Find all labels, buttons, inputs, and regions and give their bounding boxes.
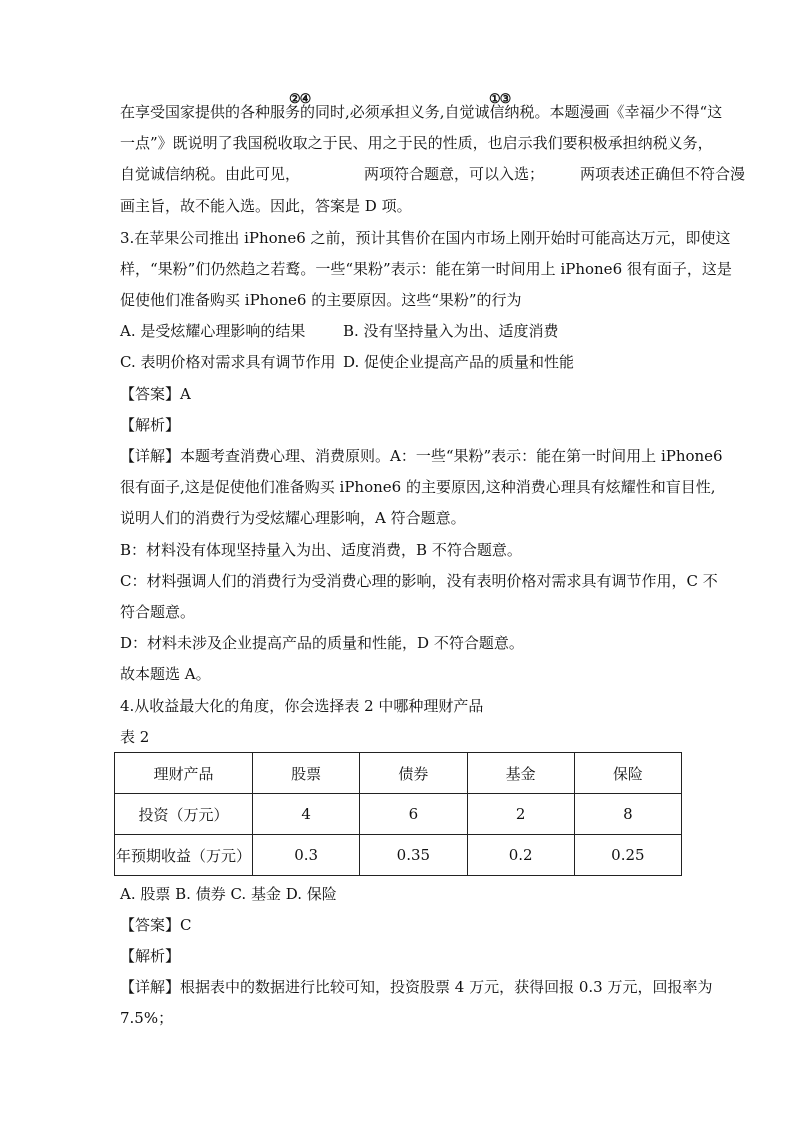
table-cell: 投资（万元） <box>115 794 253 835</box>
q3-stem-line-1: 3.在苹果公司推出 iPhone6 之前，预计其售价在国内市场上刚开始时可能高达万元，即使这 <box>120 229 731 247</box>
q3-detail-line-5: C：材料强调人们的消费行为受消费心理的影响，没有表明价格对需求具有调节作用，C 不 <box>120 572 718 590</box>
q3-detail-line-6: 符合题意。 <box>120 603 196 621</box>
table-cell: 0.3 <box>253 835 360 876</box>
table-cell: 4 <box>253 794 360 835</box>
q3-detail-line-8: 故本题选 A。 <box>120 665 211 683</box>
q3-stem-line-3: 促使他们准备购买 iPhone6 的主要原因。这些“果粉”的行为 <box>120 291 522 309</box>
q3-option-d: D. 促使企业提高产品的质量和性能 <box>343 353 575 371</box>
prev-answer-line-3 <box>120 164 745 184</box>
financial-products-table <box>114 752 682 876</box>
table-header-cell: 股票 <box>253 753 360 794</box>
q3-detail-line-1: 【详解】本题考查消费心理、消费原则。A：一些“果粉”表示：能在第一时间用上 iPhone6 <box>120 447 723 465</box>
table-cell: 6 <box>360 794 467 835</box>
table-cell: 2 <box>467 794 574 835</box>
table-header-cell: 债券 <box>360 753 467 794</box>
q3-analysis-heading: 【解析】 <box>120 416 181 434</box>
q4-detail-line-1: 【详解】根据表中的数据进行比较可知，投资股票 4 万元，获得回报 0.3 万元，回报率为 <box>120 978 713 996</box>
prev-answer-line-1: 在享受国家提供的各种服务的同时,必须承担义务,自觉诚信纳税。本题漫画《幸福少不得“这 <box>120 103 723 121</box>
table-cell: 0.25 <box>574 835 681 876</box>
q3-detail-line-7: D：材料未涉及企业提高产品的质量和性能，D 不符合题意。 <box>120 634 524 652</box>
table-cell: 0.2 <box>467 835 574 876</box>
q3-detail-line-3: 说明人们的消费行为受炫耀心理影响，A 符合题意。 <box>120 509 466 527</box>
q4-detail-line-2: 7.5%； <box>120 1009 174 1027</box>
table-header-cell: 保险 <box>574 753 681 794</box>
overlay-circled-numbers-b: ①③ <box>489 92 511 107</box>
q3-answer: 【答案】A <box>120 385 191 403</box>
table-row <box>115 835 682 876</box>
prev-answer-line-4: 画主旨，故不能入选。因此，答案是 D 项。 <box>120 197 412 215</box>
table-cell: 8 <box>574 794 681 835</box>
table-header-cell: 理财产品 <box>115 753 253 794</box>
q3-detail-line-2: 很有面子,这是促使他们准备购买 iPhone6 的主要原因,这种消费心理具有炫耀性和盲目性, <box>120 478 716 496</box>
q3-option-c: C. 表明价格对需求具有调节作用 <box>120 353 336 371</box>
overlay-circled-numbers-a: ②④ <box>289 92 311 107</box>
q3-stem-line-2: 样，“果粉”们仍然趋之若鹜。一些“果粉”表示：能在第一时间用上 iPhone6 很有面子，这是 <box>120 260 732 278</box>
prev-answer-line-3a: 自觉诚信纳税。由此可见， <box>120 165 301 183</box>
prev-answer-line-3c: 两项表述正确但不符合漫 <box>580 165 746 183</box>
table-row <box>115 794 682 835</box>
table-cell: 0.35 <box>360 835 467 876</box>
q4-stem: 4.从收益最大化的角度，你会选择表 2 中哪种理财产品 <box>120 697 484 715</box>
table-header-cell: 基金 <box>467 753 574 794</box>
q4-answer: 【答案】C <box>120 916 192 934</box>
table-header-row <box>115 753 682 794</box>
q4-analysis-heading: 【解析】 <box>120 947 181 965</box>
q4-options: A. 股票 B. 债券 C. 基金 D. 保险 <box>120 885 337 903</box>
q4-table-caption: 表 2 <box>120 728 150 746</box>
prev-answer-line-2: 一点”》既说明了我国税收取之于民、用之于民的性质，也启示我们要积极承担纳税义务， <box>120 134 713 152</box>
q3-detail-line-4: B：材料没有体现坚持量入为出、适度消费，B 不符合题意。 <box>120 541 522 559</box>
q3-option-a: A. 是受炫耀心理影响的结果 <box>120 322 306 340</box>
table-cell: 年预期收益（万元） <box>115 835 253 876</box>
q3-option-b: B. 没有坚持量入为出、适度消费 <box>343 322 559 340</box>
prev-answer-line-3b: 两项符合题意，可以入选； <box>364 165 545 183</box>
